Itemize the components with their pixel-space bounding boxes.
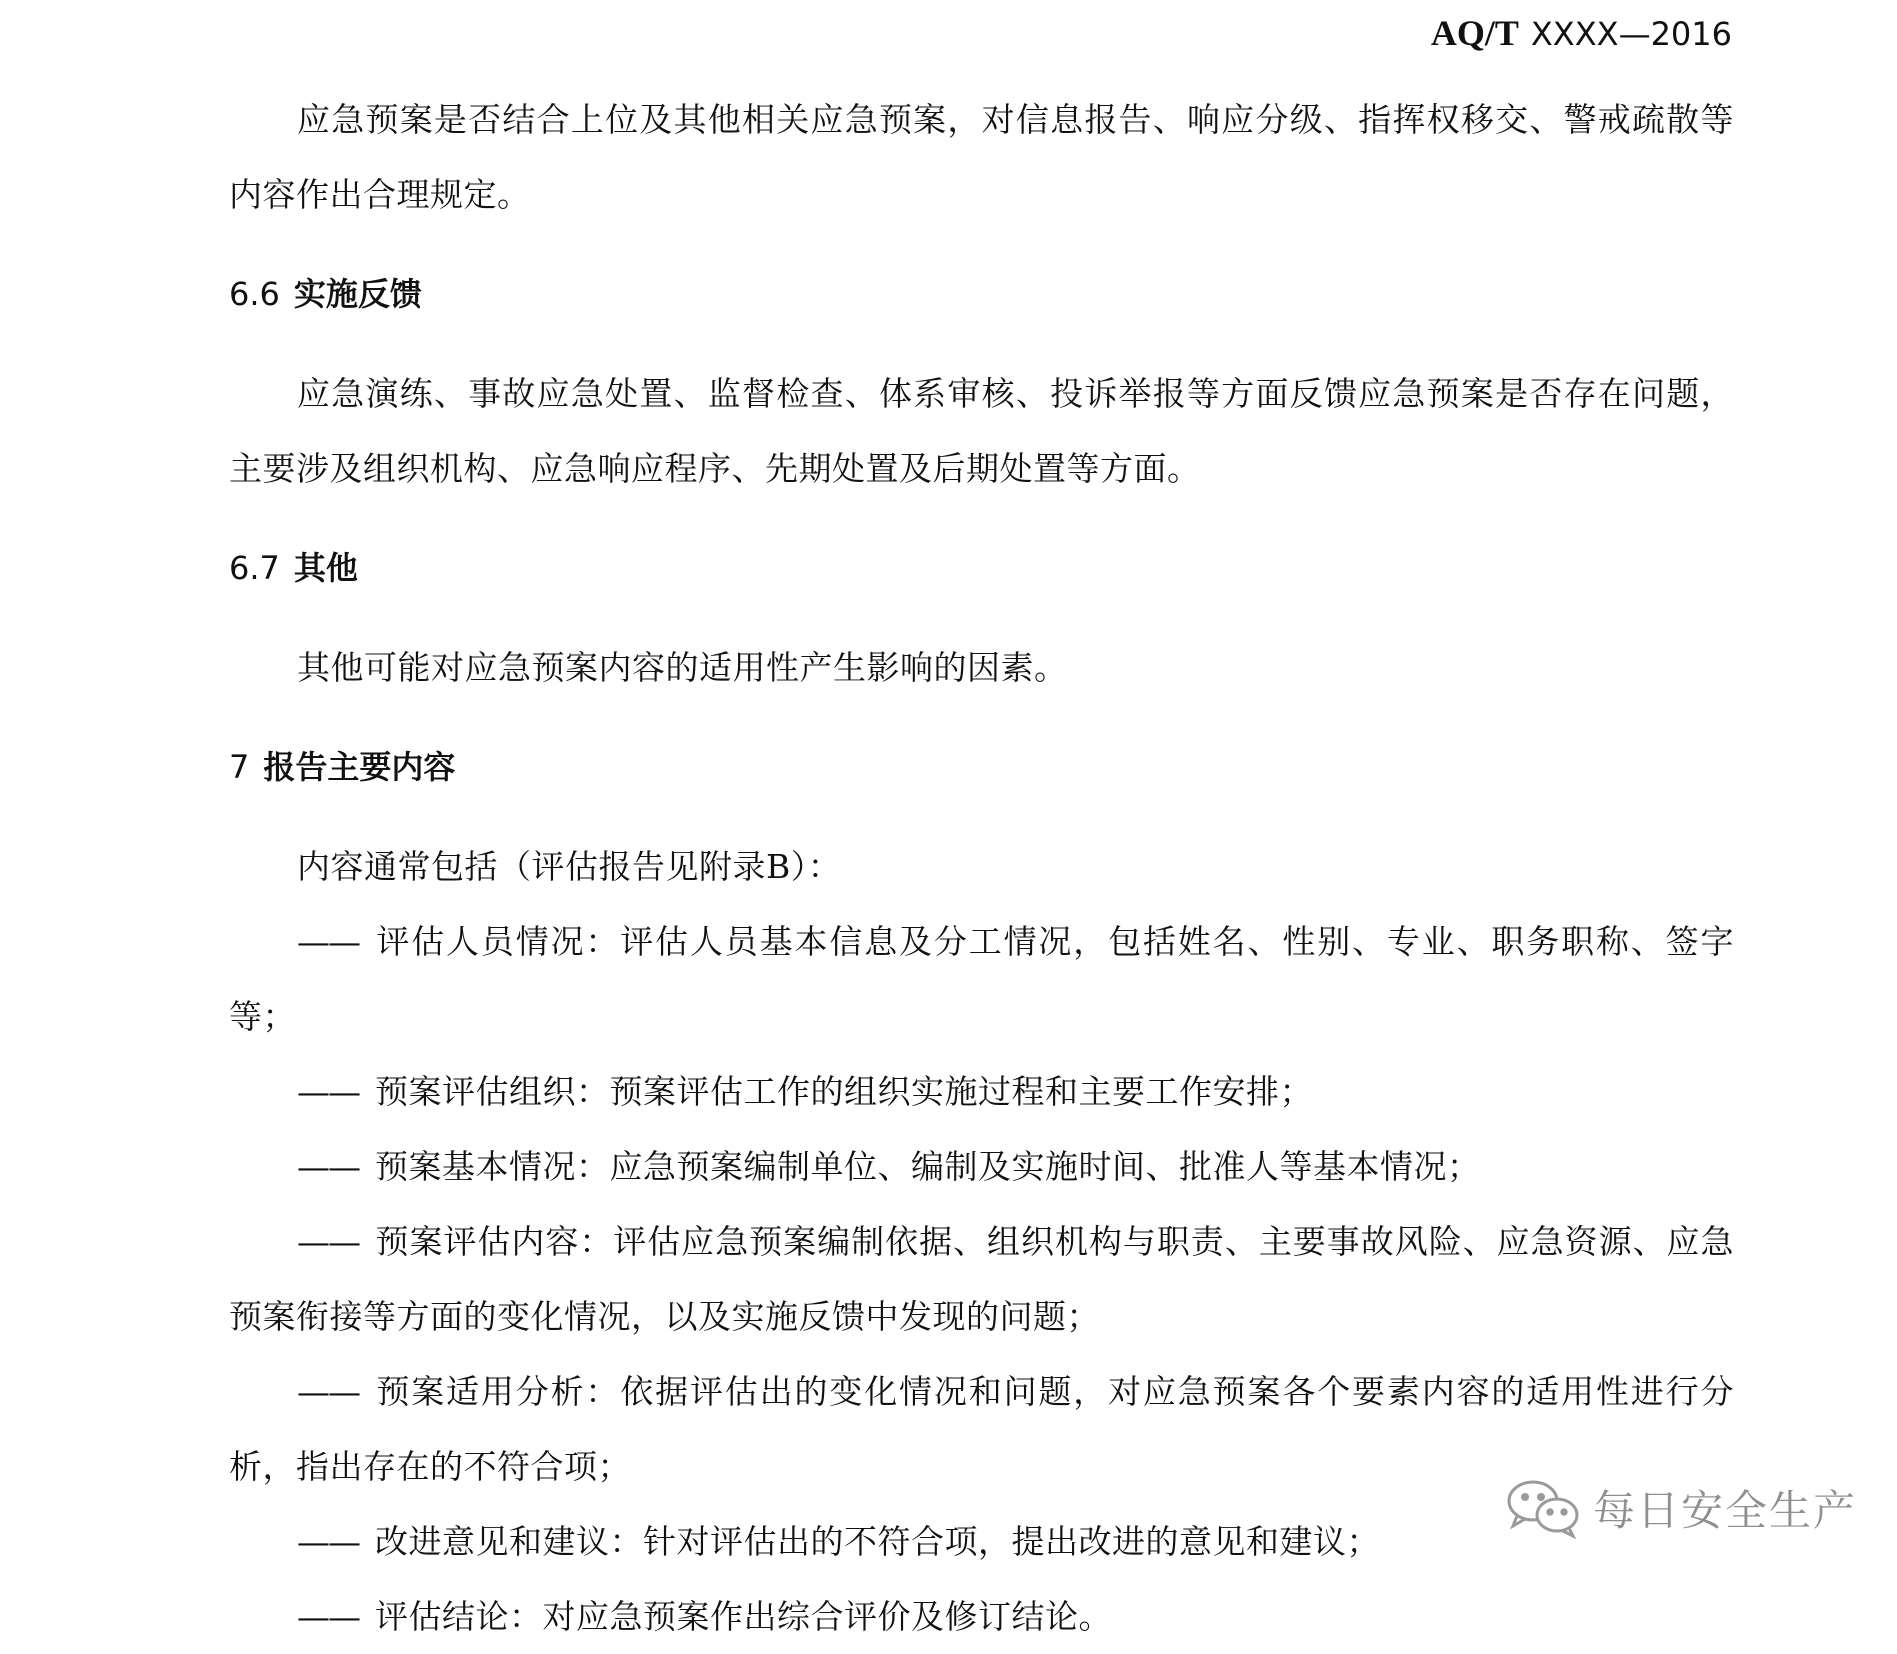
dash-marker: —— bbox=[297, 1147, 359, 1186]
section-title: 实施反馈 bbox=[293, 275, 422, 313]
dash-marker: —— bbox=[297, 1072, 359, 1111]
document-body bbox=[229, 82, 1734, 1654]
dash-marker: —— bbox=[297, 1222, 359, 1261]
list-item-text: 评估人员情况：评估人员基本信息及分工情况，包括姓名、性别、专业、职务职称、签字等； bbox=[229, 922, 1734, 1036]
list-item-text: 预案适用分析：依据评估出的变化情况和问题，对应急预案各个要素内容的适用性进行分析，指出存在的不符合项； bbox=[229, 1372, 1734, 1486]
list-item-text: 改进意见和建议：针对评估出的不符合项，提出改进的意见和建议； bbox=[375, 1522, 1380, 1561]
document-code-number: XXXX—2016 bbox=[1530, 15, 1732, 53]
section-title: 报告主要内容 bbox=[263, 748, 456, 786]
dash-marker: —— bbox=[297, 1597, 359, 1636]
list-item bbox=[229, 1579, 1734, 1654]
watermark-text: 每日安全生产 bbox=[1592, 1486, 1857, 1535]
list-item bbox=[229, 1129, 1734, 1204]
section-number: 7 bbox=[229, 748, 250, 786]
list-item-text: 预案评估内容：评估应急预案编制依据、组织机构与职责、主要事故风险、应急资源、应急预案衔接等方面的变化情况，以及实施反馈中发现的问题； bbox=[229, 1222, 1734, 1336]
document-code-prefix: AQ/T bbox=[1430, 13, 1519, 53]
watermark bbox=[1505, 1468, 1857, 1548]
list-item-text: 评估结论：对应急预案作出综合评价及修订结论。 bbox=[375, 1597, 1112, 1636]
section-number: 6.7 bbox=[229, 549, 280, 587]
dash-marker: —— bbox=[297, 922, 359, 961]
wechat-icon bbox=[1505, 1477, 1581, 1539]
list-item bbox=[229, 904, 1734, 1054]
paragraph-feedback: 应急演练、事故应急处置、监督检查、体系审核、投诉举报等方面反馈应急预案是否存在问题，主要涉及组织机构、应急响应程序、先期处置及后期处置等方面。 bbox=[229, 374, 1734, 488]
list-item-text: 预案基本情况：应急预案编制单位、编制及实施时间、批准人等基本情况； bbox=[375, 1147, 1481, 1186]
section-heading-7 bbox=[229, 730, 1734, 805]
section-title: 其他 bbox=[293, 549, 358, 587]
paragraph-report-intro: 内容通常包括（评估报告见附录B）： bbox=[297, 847, 842, 886]
dash-marker: —— bbox=[297, 1372, 359, 1411]
list-item bbox=[229, 1054, 1734, 1129]
section-heading-6-7 bbox=[229, 531, 1734, 606]
paragraph-plan-linkage: 应急预案是否结合上位及其他相关应急预案，对信息报告、响应分级、指挥权移交、警戒疏散等内容作出合理规定。 bbox=[229, 100, 1734, 214]
document-code bbox=[1431, 12, 1732, 55]
section-heading-6-6 bbox=[229, 257, 1734, 332]
list-item-text: 预案评估组织：预案评估工作的组织实施过程和主要工作安排； bbox=[375, 1072, 1313, 1111]
section-number: 6.6 bbox=[229, 275, 280, 313]
dash-marker: —— bbox=[297, 1522, 359, 1561]
list-item bbox=[229, 1204, 1734, 1354]
paragraph-other: 其他可能对应急预案内容的适用性产生影响的因素。 bbox=[297, 648, 1068, 687]
